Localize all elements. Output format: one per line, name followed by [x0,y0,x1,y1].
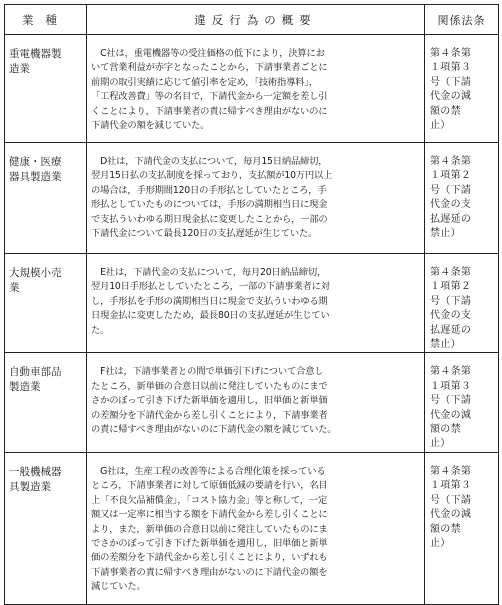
table-row [5,353,499,452]
summary-line: 「工程改善費」等の名目で，下請代金から一定額を差し引 [91,91,328,103]
summary-line: さかのぼって引き下げた新単価を適用し，旧単価と新単価 [91,395,328,407]
industry-line: 健康・医療 [9,156,62,168]
summary-line: し，手形払を手形の満期相当日に現金で支払ういわゆる期 [91,295,328,307]
table-row [5,143,499,254]
law-line: 号（下請 [430,395,472,407]
law-line: 代金の支 [430,310,472,322]
law-cell [425,143,499,254]
law-line: 代金の支 [430,199,472,211]
law-line: 号（下請 [430,494,472,506]
summary-line: の場合は，手形期間120日の手形払としていたところ，手 [91,184,327,196]
industry-cell [5,35,87,143]
law-line: 第４条第 [430,465,472,477]
summary-line: 減じていた。 [91,581,146,593]
summary-line: C社は，重電機器等の受注価格の低下により，決算にお [91,48,325,59]
summary-cell [87,143,425,254]
law-cell [425,35,499,143]
law-line: １項第３ [430,62,472,74]
summary-line: D社は，下請代金の支払について，毎月15日納品締切， [91,156,328,167]
law-line: 第４条第 [430,366,472,378]
summary-line: G社は，生産工程の改善等による合理化策を採っている [91,465,326,477]
law-line: 第４条第 [430,267,472,278]
table-header-row [5,5,499,35]
summary-line: くことにより，下請事業者の責に帰すべき理由がないのに [91,105,328,117]
summary-line: E社は，下請代金の支払について，毎月20日納品締切， [91,267,327,278]
summary-cell [87,35,425,143]
law-line: 額の禁 [430,424,461,436]
law-line: 第４条第 [430,156,472,167]
law-line: 号（下請 [430,76,472,88]
summary-line: 翌月10日手形払としていたところ，一部の下請事業者に対 [91,281,330,293]
industry-line: 器具製造業 [9,171,62,183]
summary-cell [87,254,425,353]
industry-line: 一般機械器 [9,465,62,478]
summary-line: 額又は一定率に相当する額を下請代金から差し引くことに [91,509,328,521]
header-summary: 違反行為の概要 [87,5,425,35]
industry-cell [5,452,87,604]
summary-line: 形払としていたものについては，手形の満期相当日に現金 [91,199,328,211]
law-line: 第４条第 [430,48,472,59]
industry-cell [5,353,87,452]
industry-cell [5,254,87,353]
summary-cell [87,452,425,604]
law-cell [425,353,499,452]
law-line: 止） [430,438,451,450]
summary-line: た。 [91,324,110,336]
summary-line: たところ，新単価の合意日以前に発注していたものにまで [91,380,328,392]
summary-line: で支払ういわゆる期日現金払に変更したことから，一部の [91,213,328,225]
table-body [5,35,499,605]
summary-line: の責に帰すべき理由がないのに下請代金の額を減じていた。 [91,424,337,436]
summary-line: でさかのぼって引き下げた新単価を適用し，旧単価と新単 [91,537,328,549]
header-law: 関係法条 [425,5,499,35]
law-line: 払遅延の [430,324,472,336]
law-line: 禁止） [430,228,461,240]
summary-line: いて営業利益が赤字となったことから，下請事業者ごとに [91,62,328,74]
law-line: 止） [430,120,451,132]
law-line: 号（下請 [430,295,472,307]
table-row [5,35,499,143]
violation-cases-table [4,4,499,605]
summary-line: 上「不良欠品補償金」，「コスト協力金」等と称して，一定 [91,494,328,506]
industry-line: 業 [9,282,20,294]
summary-line: 下請事業者の責に帰すべき理由がないのに下請代金の額を [91,566,328,578]
law-line: １項第２ [430,170,472,182]
law-line: １項第２ [430,281,472,293]
law-line: 号（下請 [430,184,472,196]
law-line: 代金の減 [430,509,472,521]
law-cell [425,254,499,353]
industry-line: 自動車部品 [9,366,62,379]
law-line: １項第３ [430,480,472,492]
law-line: 止） [430,537,451,549]
law-line: 額の禁 [430,105,461,117]
industry-line: 大規模小売 [9,267,62,279]
industry-line: 造業 [9,63,30,75]
law-line: 代金の減 [430,409,472,421]
law-line: 額の禁 [430,523,461,535]
industry-cell [5,143,87,254]
table-row [5,452,499,604]
summary-line: 前期の取引実績に応じて値引率を定め，「技術指導料」， [91,76,318,88]
summary-line: より，また，新単価の合意日以前に発注していたものにま [91,523,328,535]
summary-line: F社は，下請事業者との間で単価引下げについて合意し [91,366,324,378]
industry-line: 製造業 [9,381,41,394]
summary-line: 下請代金の額を減じていた。 [91,120,210,132]
law-line: 代金の減 [430,91,472,103]
summary-line: 日現金払に変更したため，最長80日の支払遅延が生じてい [91,310,330,322]
table-row [5,254,499,353]
summary-cell [87,353,425,452]
law-line: 払遅延の [430,213,472,225]
summary-line: ところ，下請事業者に対して原価低減の要請を行い，名目 [91,480,328,492]
summary-line: の差額分を下請代金から差し引くことにより，下請事業者 [91,409,328,421]
header-industry: 業種 [5,5,87,35]
summary-line: 価の差額分を下請代金から差し引くことにより，いずれも [91,552,328,564]
summary-line: 下請代金について最長120日の支払遅延が生じていた。 [91,228,318,240]
industry-line: 重電機器製 [9,48,62,60]
law-cell [425,452,499,604]
law-line: 禁止） [430,339,461,351]
summary-line: 翌月15日払の支払制度を採っており，支払額が10万円以上 [91,170,333,182]
industry-line: 具製造業 [9,480,51,493]
law-line: １項第３ [430,380,472,392]
